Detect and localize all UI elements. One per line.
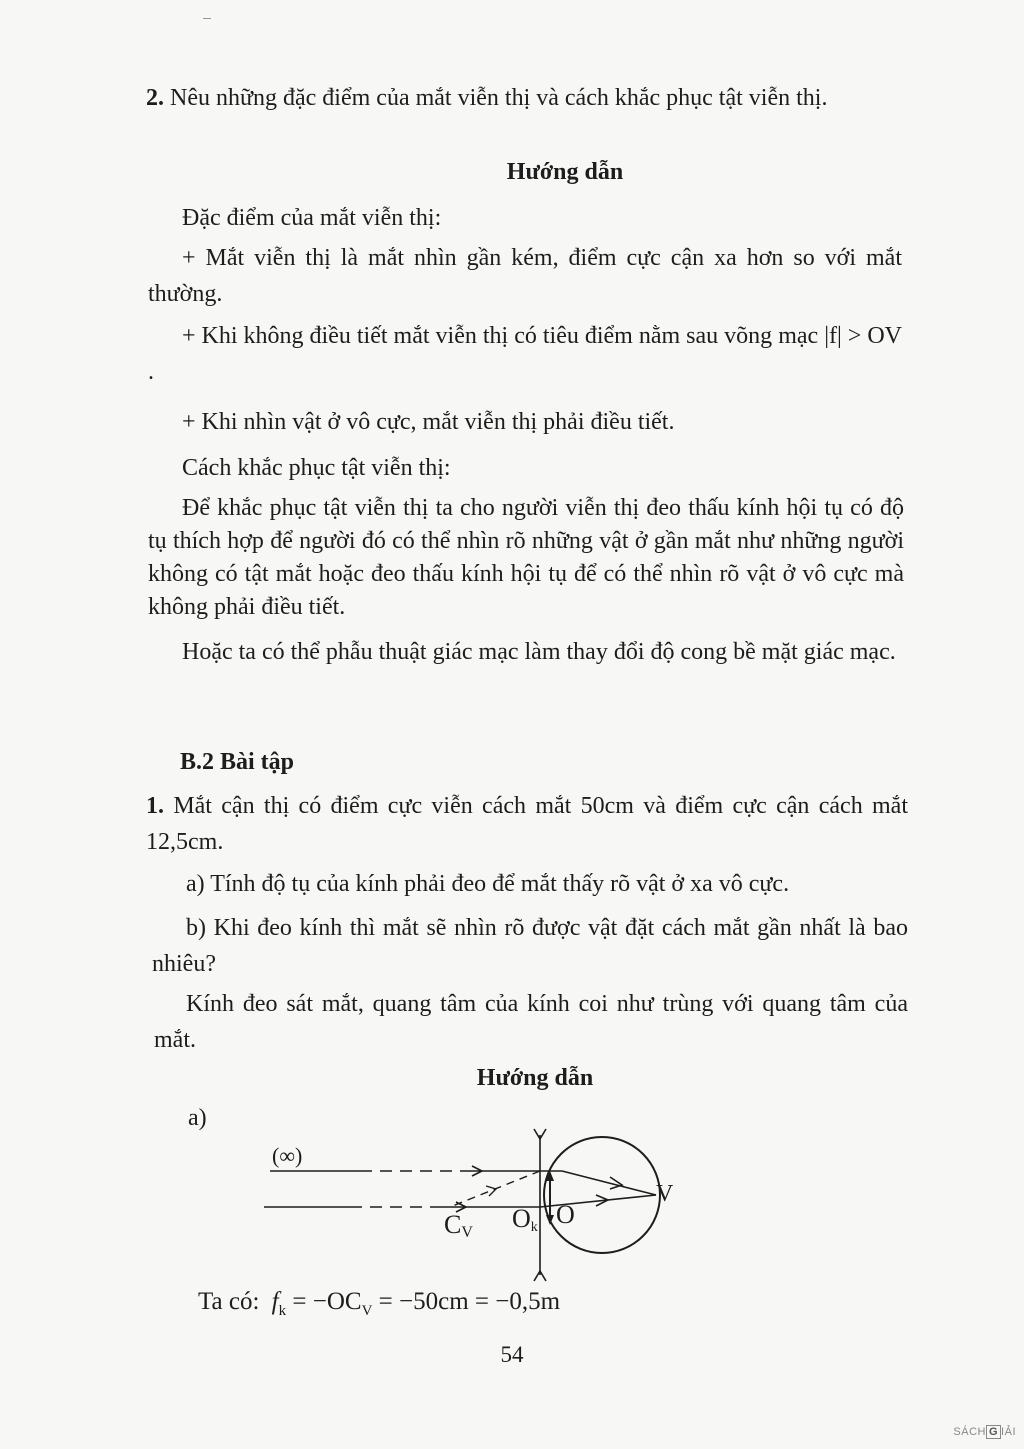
lens-bottom-arrow <box>534 1271 546 1281</box>
bullet-1: + Mắt viễn thị là mắt nhìn gần kém, điểm cực cận xa hơn so với mắt thường. <box>148 245 902 307</box>
exercise-1b: b) Khi đeo kính thì mắt sẽ nhìn rõ được vật đặt cách mắt gần nhất là bao nhiêu? <box>152 915 908 977</box>
part-a-label: a) <box>188 1105 207 1131</box>
formula-line <box>198 1288 560 1320</box>
formula-f-sub: k <box>278 1303 287 1319</box>
ok-label: Ok <box>512 1204 538 1235</box>
o-label: O <box>556 1200 575 1229</box>
formula-rest: = −50cm = −0,5m <box>378 1288 561 1315</box>
watermark-logo: SÁCH G IẢI <box>953 1426 1016 1438</box>
section-heading: B.2 Bài tập <box>180 749 295 775</box>
page-number: 54 <box>500 1342 524 1367</box>
guide-heading: Hướng dẫn <box>476 1065 594 1091</box>
eye-lens-bottom-head <box>546 1215 554 1225</box>
bullet-2-formula: |f| > OV . <box>148 323 903 385</box>
exercise-1a: a) Tính độ tụ của kính phải đeo để mắt thấy rõ vật ở xa vô cực. <box>186 871 790 897</box>
remedy-title: Cách khắc phục tật viễn thị: <box>182 455 451 481</box>
exercise-1 <box>146 788 908 860</box>
formula-oc-sub: V <box>361 1303 373 1319</box>
exercise-number: 1. <box>146 793 164 819</box>
v-label: V <box>656 1181 674 1207</box>
bullet-3: + Khi nhìn vật ở vô cực, mắt viễn thị phải điều tiết. <box>182 409 675 435</box>
exercise-text: Mắt cận thị có điểm cực viễn cách mắt 50cm và điểm cực cận cách mắt 12,5cm. <box>146 793 908 855</box>
eye-circle <box>544 1137 660 1253</box>
lens-top-arrow <box>534 1129 546 1139</box>
formula-prefix: Ta có: <box>198 1288 260 1315</box>
exercise-note: Kính đeo sát mắt, quang tâm của kính coi như trùng với quang tâm của mắt. <box>154 991 908 1053</box>
formula-f: f <box>271 1288 279 1315</box>
question-text: Nêu những đặc điểm của mắt viễn thị và cách khắc phục tật viễn thị. <box>170 85 828 111</box>
features-title: Đặc điểm của mắt viễn thị: <box>182 205 442 231</box>
cv-label: CV <box>444 1210 473 1241</box>
question-2 <box>146 80 902 116</box>
virtual-ray-arrow <box>486 1186 496 1196</box>
formula-eq1: = −OC <box>292 1288 362 1315</box>
guide-heading: Hướng dẫn <box>506 159 624 185</box>
question-number: 2. <box>146 85 164 111</box>
bullet-2-text: + Khi không điều tiết mắt viễn thị có tiêu điểm nằm sau võng mạc <box>182 323 819 349</box>
optics-diagram <box>250 1125 690 1285</box>
remedy-paragraph: Để khắc phục tật viễn thị ta cho người viễn thị đeo thấu kính hội tụ có độ tụ thích hợp để người đó có thể nhìn rõ những vật ở gần mắt như những người không có tật mắt hoặc đeo thấu kính hội tụ để có thể nhìn rõ vật ở vô cực mà không phải điều tiết. <box>148 495 904 620</box>
scan-mark <box>203 18 211 19</box>
surgery-paragraph: Hoặc ta có thể phẫu thuật giác mạc làm thay đổi độ cong bề mặt giác mạc. <box>182 639 896 665</box>
infinity-label: (∞) <box>272 1143 303 1168</box>
refracted-ray-2 <box>562 1171 656 1195</box>
bullet-2 <box>148 318 902 390</box>
